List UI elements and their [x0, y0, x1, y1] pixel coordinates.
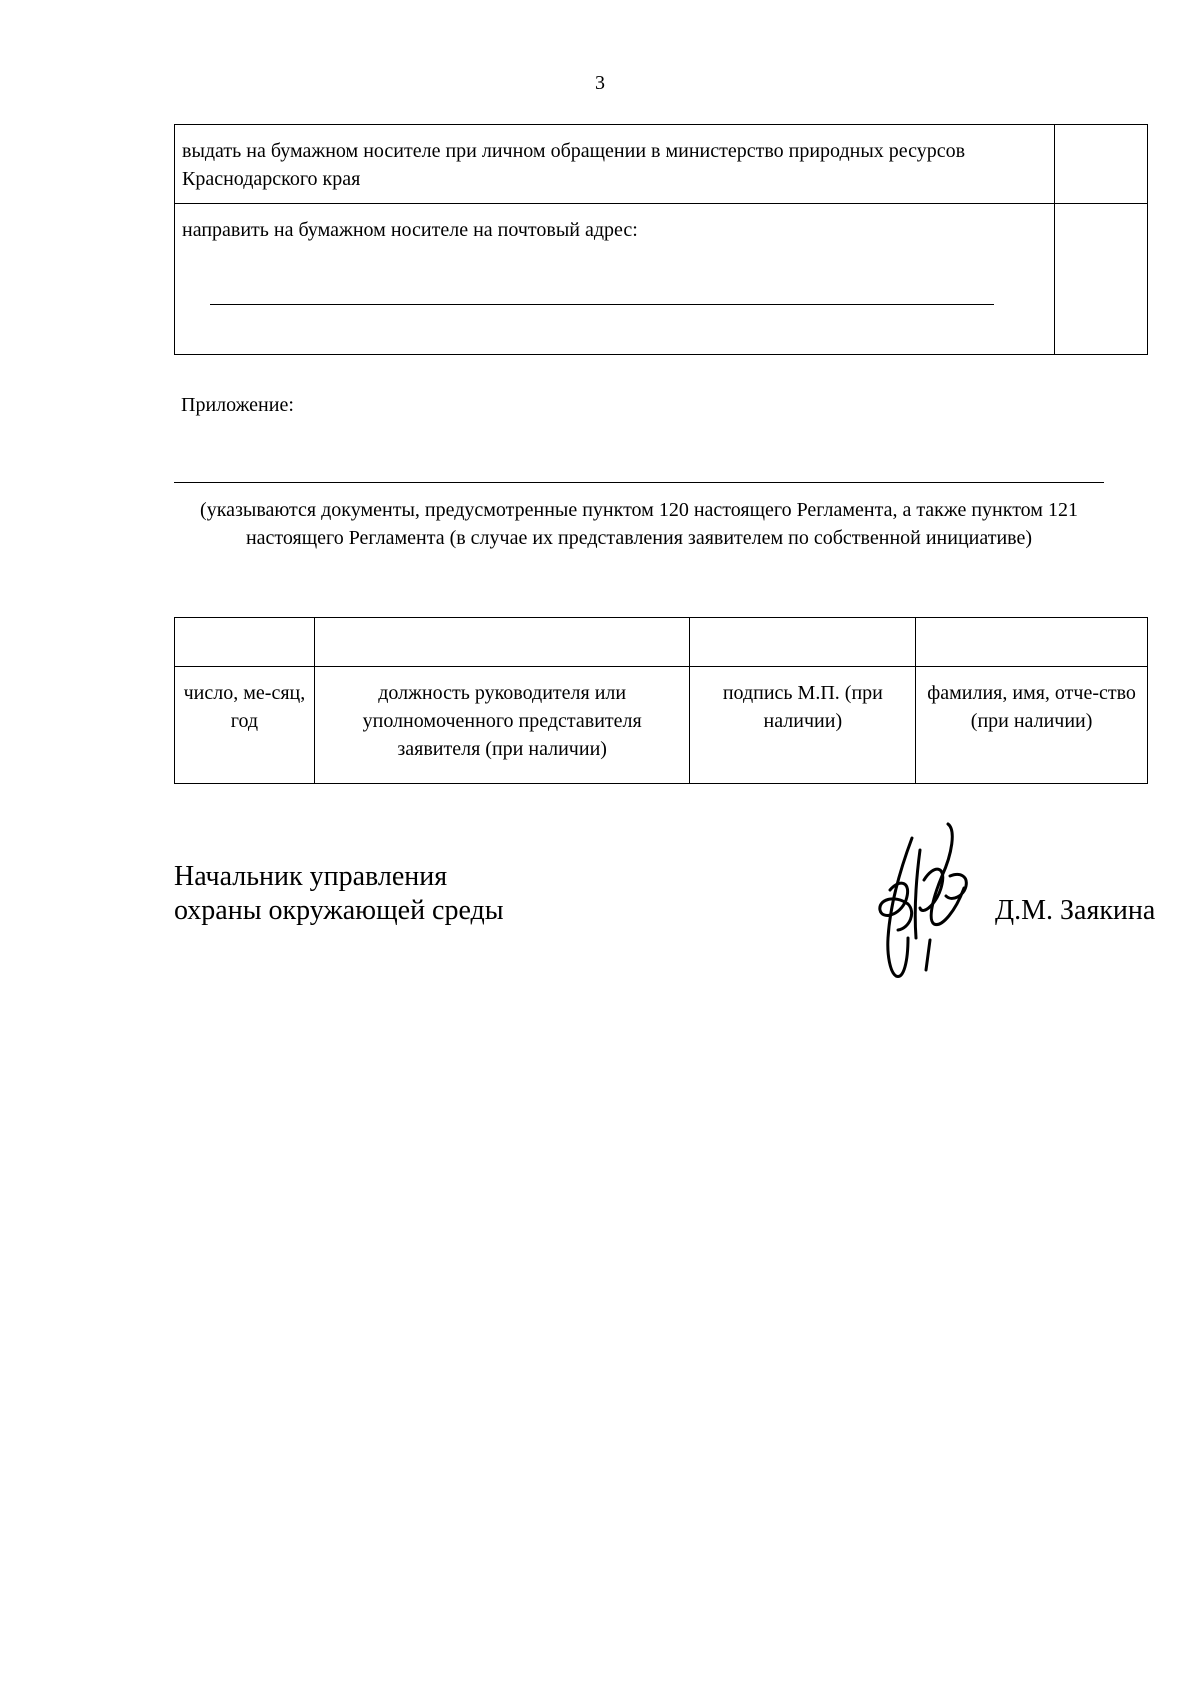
- delivery-option-checkbox[interactable]: [1055, 125, 1148, 204]
- position-field[interactable]: [314, 618, 690, 667]
- full-name-field[interactable]: [916, 618, 1148, 667]
- date-field[interactable]: [175, 618, 315, 667]
- signature-caption: подпись М.П. (при наличии): [690, 667, 916, 784]
- delivery-option-row: [175, 125, 1148, 204]
- postal-address-line[interactable]: [210, 304, 994, 305]
- date-caption: число, ме-сяц, год: [175, 667, 315, 784]
- signature-caption-row: [175, 667, 1148, 784]
- delivery-option-checkbox[interactable]: [1055, 204, 1148, 355]
- signer-name: Д.М. Заякина: [995, 895, 1156, 926]
- page-number: 3: [595, 72, 605, 94]
- attachment-note: (указываются документы, предусмотренные пунктом 120 настоящего Регламента, а также пунктом 121 настоящего Регламента (в случае их представления заявителем по собственной инициативе): [200, 499, 1078, 549]
- delivery-option-text: направить на бумажном носителе на почтовый адрес:: [175, 204, 1055, 355]
- signature-table: [174, 617, 1148, 784]
- attachment-label: Приложение:: [181, 394, 294, 416]
- attachment-input-line[interactable]: [174, 482, 1104, 483]
- signer-title: [174, 860, 504, 928]
- delivery-option-row: [175, 204, 1148, 355]
- signature-fill-row: [175, 618, 1148, 667]
- delivery-option-text: выдать на бумажном носителе при личном обращении в министерство природных ресурсов Краснодарского края: [175, 125, 1055, 204]
- delivery-options-table: [174, 124, 1148, 355]
- handwritten-signature-icon: [860, 820, 980, 980]
- signer-title-line1: Начальник управления: [174, 861, 448, 892]
- full-name-caption: фамилия, имя, отче-ство (при наличии): [916, 667, 1148, 784]
- signer-title-line2: охраны окружающей среды: [174, 895, 504, 926]
- position-caption: должность руководителя или уполномоченного представителя заявителя (при наличии): [314, 667, 690, 784]
- signature-field[interactable]: [690, 618, 916, 667]
